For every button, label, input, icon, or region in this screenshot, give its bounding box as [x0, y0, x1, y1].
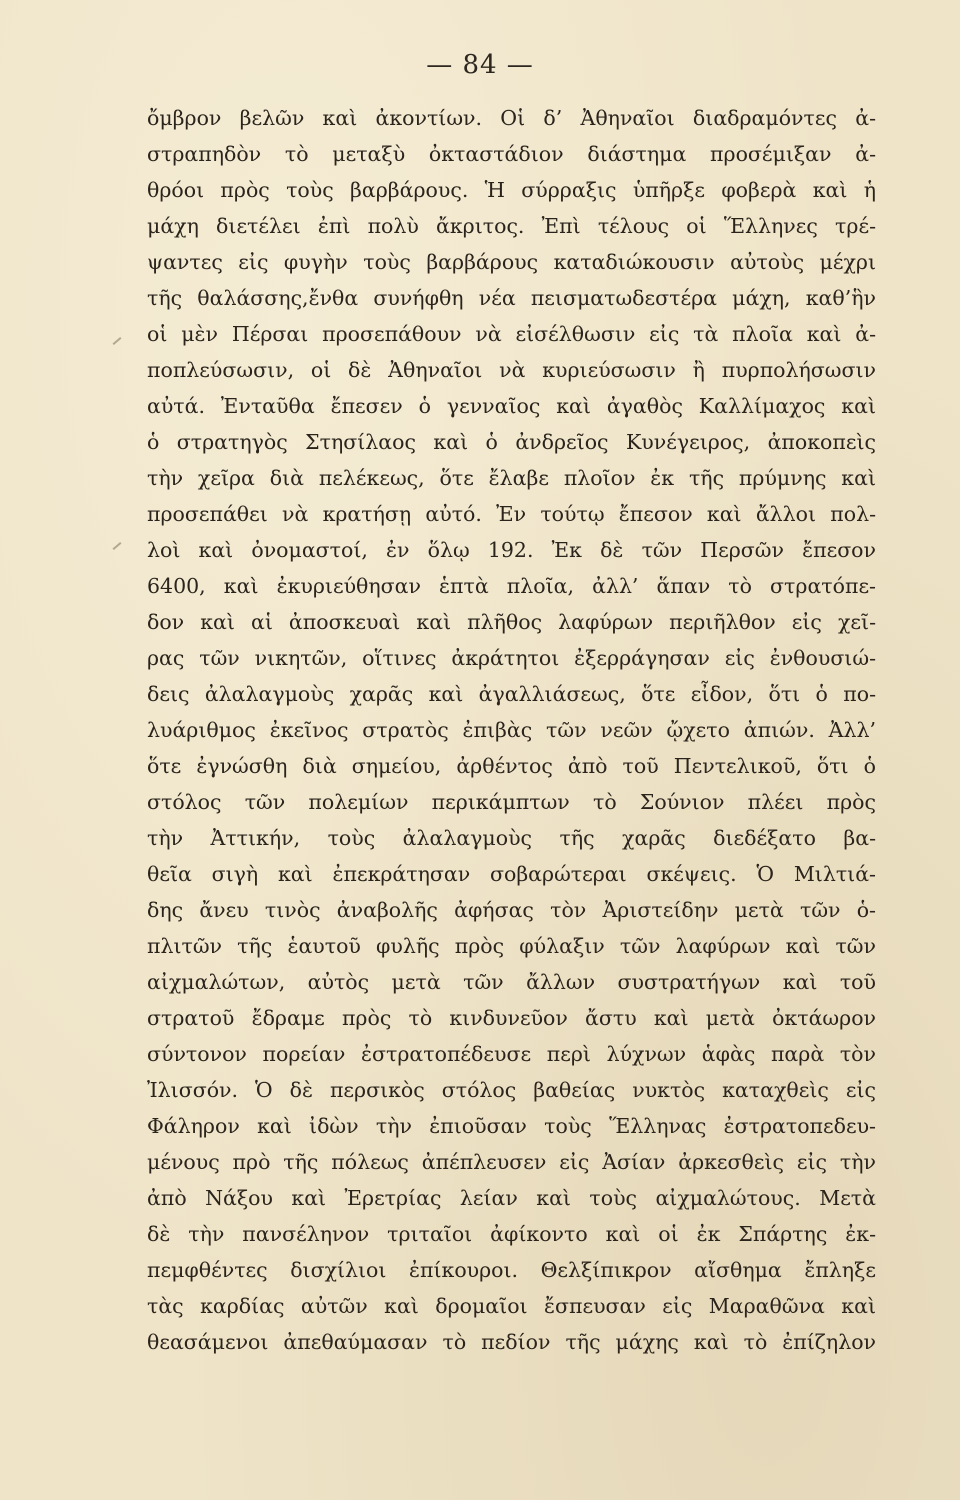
text-line: δης ἄνευ τινὸς ἀναβολῆς ἀφήσας τὸν Ἀριστείδην μετὰ τῶν ὁ- [147, 898, 876, 922]
text-line: μάχη διετέλει ἐπὶ πολὺ ἄκριτος. Ἐπὶ τέλους οἱ Ἕλληνες τρέ- [147, 214, 876, 238]
text-line: δὲ τὴν πανσέληνον τριταῖοι ἀφίκοντο καὶ οἱ ἐκ Σπάρτης ἐκ- [147, 1222, 876, 1246]
text-line: θεῖα σιγὴ καὶ ἐπεκράτησαν σοβαρώτεραι σκέψεις. Ὁ Μιλτιά- [147, 862, 876, 886]
text-line: στόλος τῶν πολεμίων περικάμπτων τὸ Σούνιον πλέει πρὸς [147, 790, 876, 814]
text-line: ρας τῶν νικητῶν, οἵτινες ἀκράτητοι ἐξερράγησαν εἰς ἐνθουσιώ- [147, 646, 876, 670]
text-line: δεις ἀλαλαγμοὺς χαρᾶς καὶ ἀγαλλιάσεως, ὅτε εἶδον, ὅτι ὁ πο- [147, 682, 876, 706]
text-line: οἱ μὲν Πέρσαι προσεπάθουν νὰ εἰσέλθωσιν εἰς τὰ πλοῖα καὶ ἀ- [147, 322, 876, 346]
text-line: λυάριθμος ἐκεῖνος στρατὸς ἐπιβὰς τῶν νεῶν ᾤχετο ἀπιών. Ἀλλ’ [147, 718, 876, 742]
page-number: — 84 — [426, 50, 534, 80]
text-line: 6400, καὶ ἐκυριεύθησαν ἑπτὰ πλοῖα, ἀλλ’ ἅπαν τὸ στρατόπε- [147, 574, 876, 598]
margin-pencil-mark [113, 542, 122, 550]
text-line: Ἰλισσόν. Ὁ δὲ περσικὸς στόλος βαθείας νυκτὸς καταχθεὶς εἰς [147, 1078, 876, 1102]
text-line: ὄμβρον βελῶν καὶ ἀκοντίων. Οἱ δ’ Ἀθηναῖοι διαδραμόντες ἀ- [147, 106, 876, 130]
text-line: ὅτε ἐγνώσθη διὰ σημείου, ἀρθέντος ἀπὸ τοῦ Πεντελικοῦ, ὅτι ὁ [147, 754, 876, 778]
text-line: στραπηδὸν τὸ μεταξὺ ὀκταστάδιον διάστημα προσέμιξαν ἀ- [147, 142, 876, 166]
text-line: στρατοῦ ἔδραμε πρὸς τὸ κινδυνεῦον ἄστυ καὶ μετὰ ὀκτάωρον [147, 1006, 876, 1030]
text-line: τῆς θαλάσσης,ἔνθα συνήφθη νέα πεισματωδεστέρα μάχη, καθ’ἣν [147, 286, 876, 310]
text-line: μένους πρὸ τῆς πόλεως ἀπέπλευσεν εἰς Ἀσίαν ἀρκεσθεὶς εἰς τὴν [147, 1150, 876, 1174]
text-line: ποπλεύσωσιν, οἱ δὲ Ἀθηναῖοι νὰ κυριεύσωσιν ἢ πυρπολήσωσιν [147, 358, 876, 382]
text-line: σύντονον πορείαν ἐστρατοπέδευσε περὶ λύχνων ἁφὰς παρὰ τὸν [147, 1042, 876, 1066]
text-line: ψαντες εἰς φυγὴν τοὺς βαρβάρους καταδιώκουσιν αὐτοὺς μέχρι [147, 250, 876, 274]
text-line: πεμφθέντες δισχίλιοι ἐπίκουροι. Θελξίπικρον αἴσθημα ἔπληξε [147, 1258, 876, 1282]
text-line: ἀπὸ Νάξου καὶ Ἐρετρίας λείαν καὶ τοὺς αἰχμαλώτους. Μετὰ [147, 1186, 876, 1210]
margin-pencil-mark [113, 337, 122, 345]
text-line: προσεπάθει νὰ κρατήσῃ αὐτό. Ἐν τούτῳ ἔπεσον καὶ ἄλλοι πολ- [147, 502, 876, 526]
text-line: δον καὶ αἱ ἀποσκευαὶ καὶ πλῆθος λαφύρων περιῆλθον εἰς χεῖ- [147, 610, 876, 634]
text-line: τὰς καρδίας αὐτῶν καὶ δρομαῖοι ἔσπευσαν εἰς Μαραθῶνα καὶ [147, 1294, 876, 1318]
text-line: τὴν χεῖρα διὰ πελέκεως, ὅτε ἔλαβε πλοῖον ἐκ τῆς πρύμνης καὶ [147, 466, 876, 490]
text-line: θεασάμενοι ἀπεθαύμασαν τὸ πεδίον τῆς μάχης καὶ τὸ ἐπίζηλον [147, 1330, 876, 1354]
text-line: λοὶ καὶ ὀνομαστοί, ἐν ὅλῳ 192. Ἐκ δὲ τῶν Περσῶν ἔπεσον [147, 538, 876, 562]
text-line: αὐτά. Ἐνταῦθα ἔπεσεν ὁ γενναῖος καὶ ἀγαθὸς Καλλίμαχος καὶ [147, 394, 876, 418]
text-line: αἰχμαλώτων, αὐτὸς μετὰ τῶν ἄλλων συστρατήγων καὶ τοῦ [147, 970, 876, 994]
text-line: τὴν Ἀττικήν, τοὺς ἀλαλαγμοὺς τῆς χαρᾶς διεδέξατο βα- [147, 826, 876, 850]
text-line: Φάληρον καὶ ἰδὼν τὴν ἐπιοῦσαν τοὺς Ἕλληνας ἐστρατοπεδευ- [147, 1114, 876, 1138]
text-line: θρόοι πρὸς τοὺς βαρβάρους. Ἡ σύρραξις ὑπῆρξε φοβερὰ καὶ ἡ [147, 178, 876, 202]
body-text [147, 100, 876, 1360]
text-line: ὁ στρατηγὸς Στησίλαος καὶ ὁ ἀνδρεῖος Κυνέγειρος, ἀποκοπεὶς [147, 430, 876, 454]
text-line: πλιτῶν τῆς ἑαυτοῦ φυλῆς πρὸς φύλαξιν τῶν λαφύρων καὶ τῶν [147, 934, 876, 958]
